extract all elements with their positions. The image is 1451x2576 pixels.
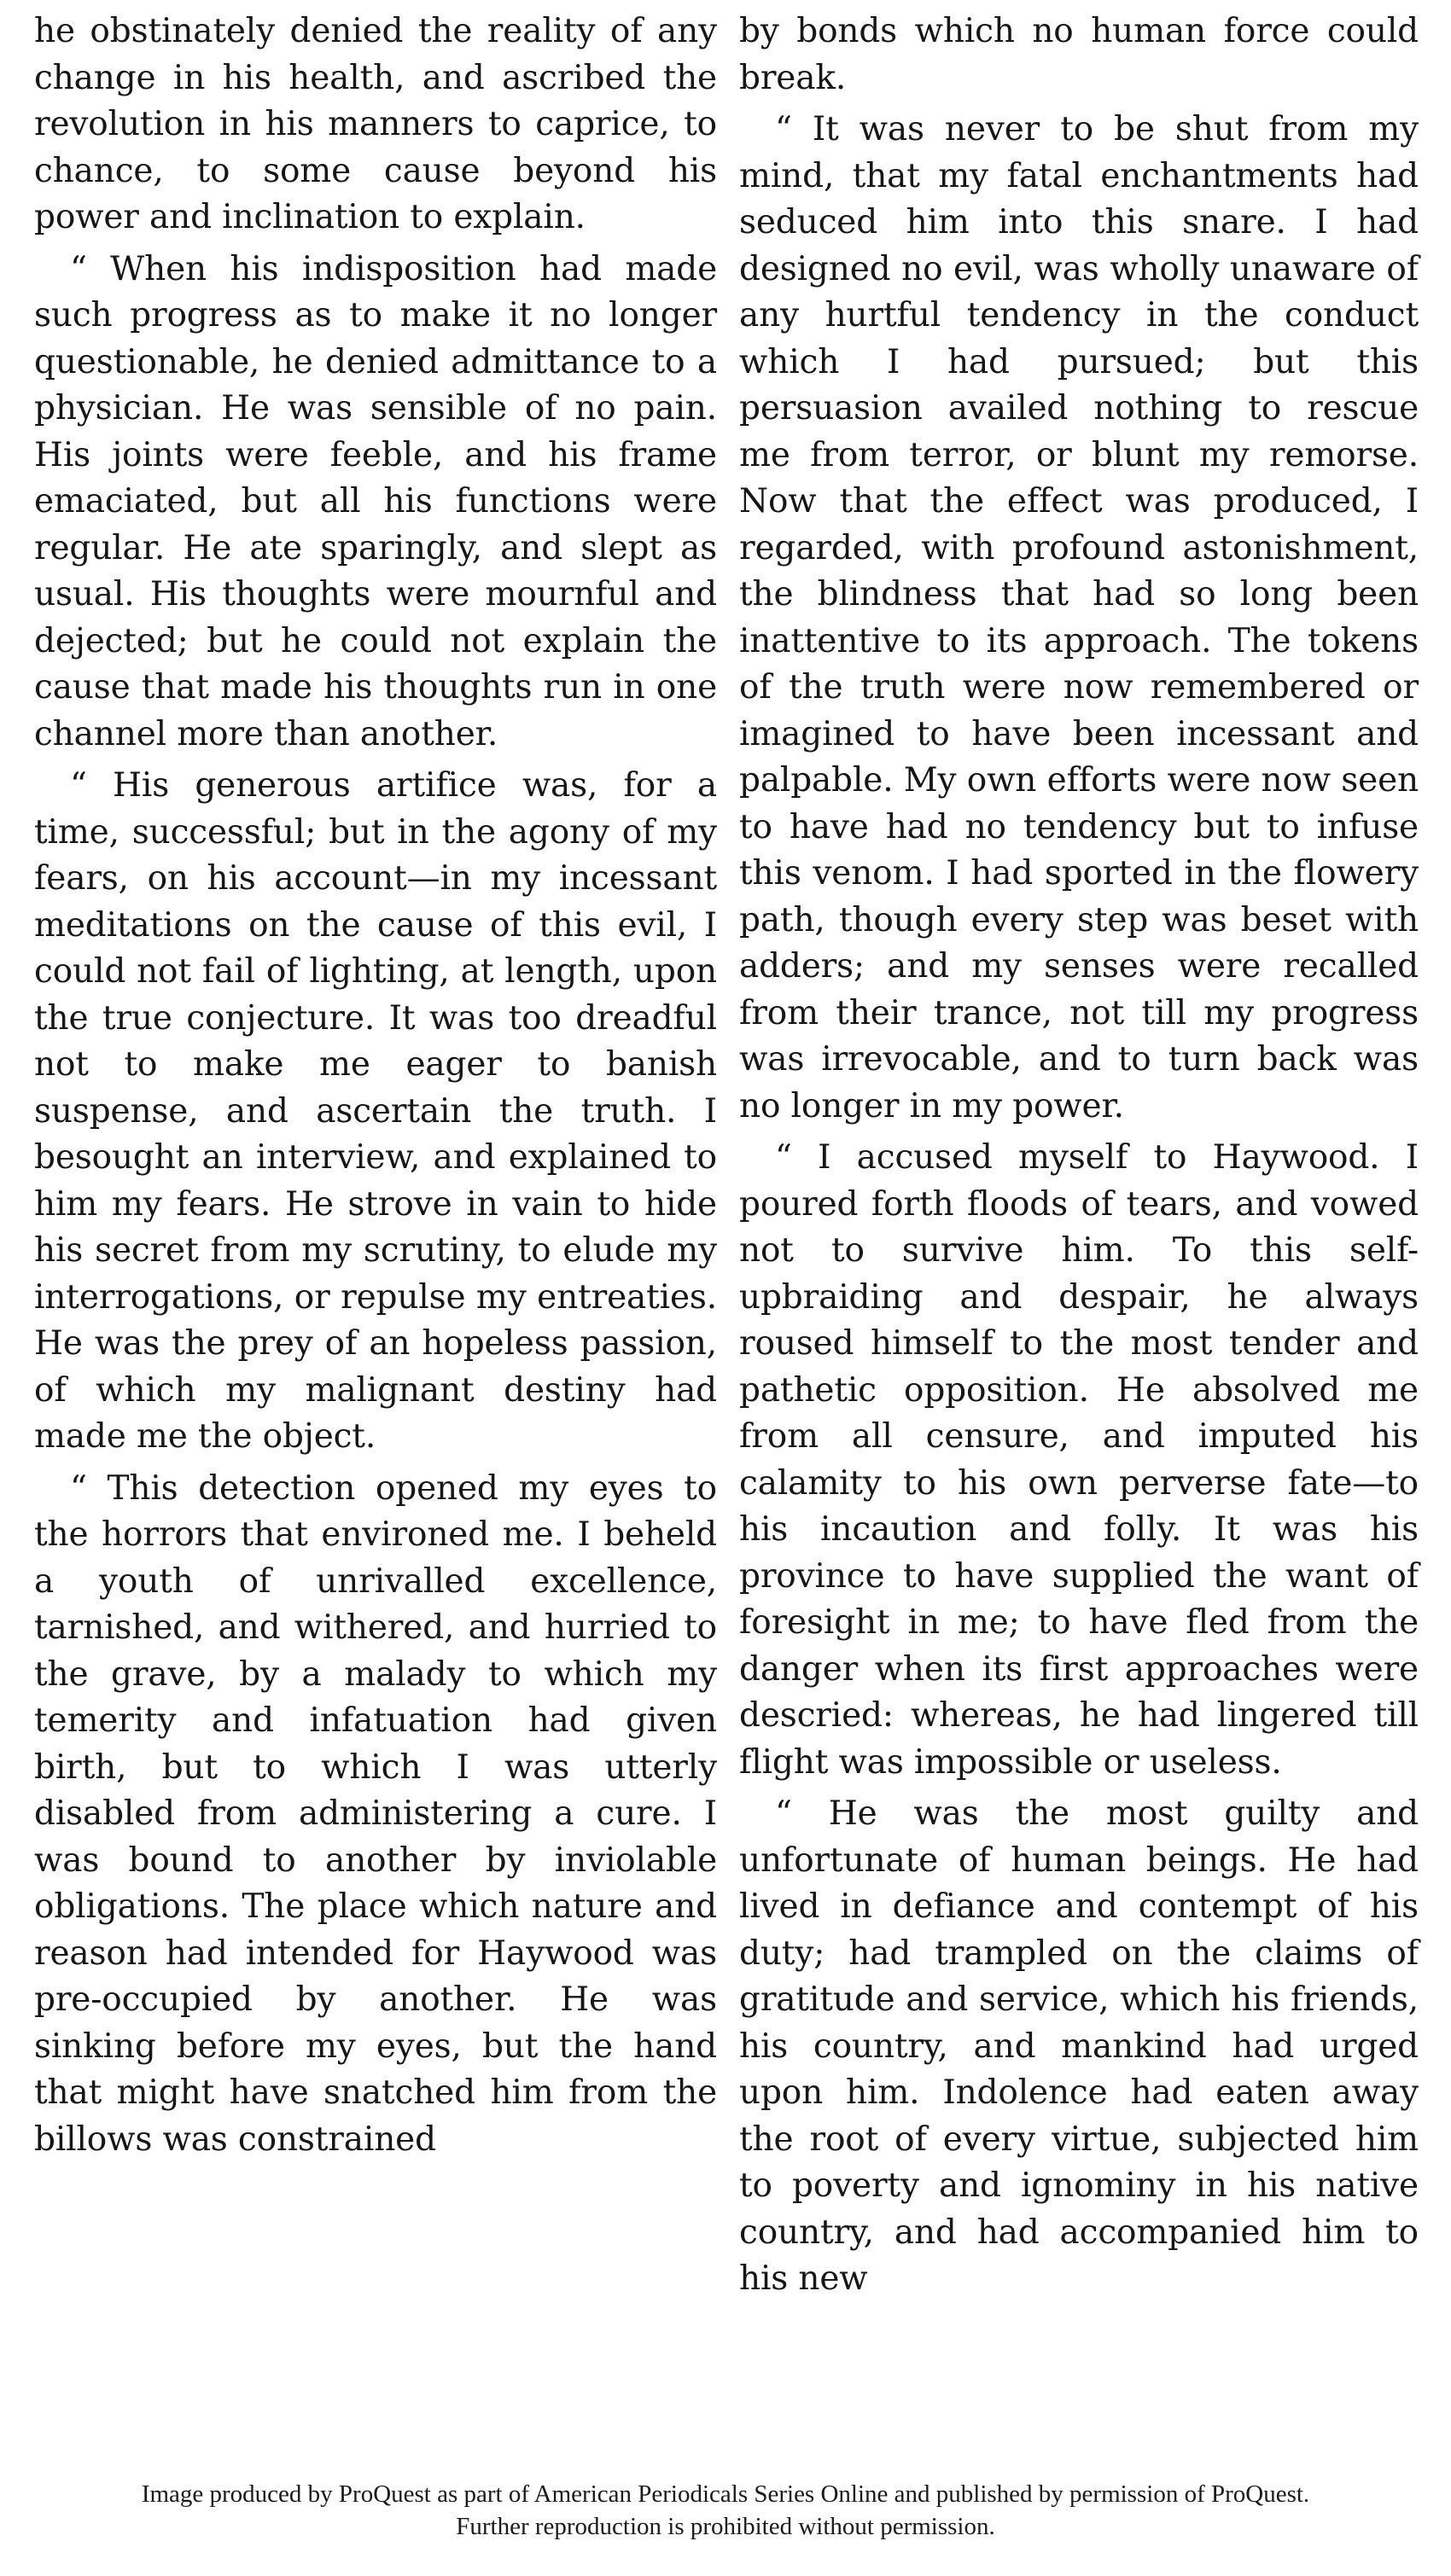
paragraph: “ I accused myself to Haywood. I poured forth floods of tears, and vowed not to survive him. To this self-upbraiding and despair, he always roused himself to the most tender and pathetic opposition. He absolved me from all censure, and imputed his calamity to his own perverse fate—to his incaution and folly. It was his province to have supplied the want of foresight in me; to have fled from the danger when its first approaches were descried: whereas, he had lingered till flight was impossible or useless. xyxy=(739,1138,1419,1782)
right-text-column xyxy=(739,9,1419,2308)
copyright-footer xyxy=(0,2478,1451,2543)
paragraph: he obstinately denied the reality of any change in his health, and ascribed the revolution in his manners to caprice, to chance, to some cause beyond his power and inclination to explain. xyxy=(34,12,717,236)
footer-line-2: Further reproduction is prohibited without permission. xyxy=(456,2513,995,2540)
footer-line-1: Image produced by ProQuest as part of American Periodicals Series Online and published by permission of ProQuest. xyxy=(141,2480,1310,2508)
paragraph: “ This detection opened my eyes to the horrors that environed me. I beheld a youth of unrivalled excellence, tarnished, and withered, and hurried to the grave, by a malady to which my temerity and infatuation had given birth, but to which I was utterly disabled from administering a cure. I was bound to another by inviolable obligations. The place which nature and reason had intended for Haywood was pre-occupied by another. He was sinking before my eyes, but the hand that might have snatched him from the billows was constrained xyxy=(34,1468,717,2159)
paragraph: “ It was never to be shut from my mind, that my fatal enchantments had seduced him into this snare. I had designed no evil, was wholly unaware of any hurtful tendency in the conduct which I had pursued; but this persuasion availed nothing to rescue me from terror, or blunt my remorse. Now that the effect was produced, I regarded, with profound astonishment, the blindness that had so long been inattentive to its approach. The tokens of the truth were now remembered or imagined to have been incessant and palpable. My own efforts were now seen to have had no tendency but to infuse this venom. I had sported in the flowery path, though every step was beset with adders; and my senses were recalled from their trance, not till my progress was irrevocable, and to turn back was no longer in my power. xyxy=(739,110,1419,1125)
paragraph: “ His generous artifice was, for a time, successful; but in the agony of my fears, on his account—in my incessant meditations on the cause of this evil, I could not fail of lighting, at length, upon the true conjecture. It was too dreadful not to make me eager to banish suspense, and ascertain the truth. I besought an interview, and explained to him my fears. He strove in vain to hide his secret from my scrutiny, to elude my interrogations, or repulse my entreaties. He was the prey of an hopeless passion, of which my malignant destiny had made me the object. xyxy=(34,766,717,1456)
left-text-column xyxy=(34,9,717,2168)
paragraph: “ When his indisposition had made such progress as to make it no longer questionable, he denied admittance to a physician. He was sensible of no pain. His joints were feeble, and his frame emaciated, but all his functions were regular. He ate sparingly, and slept as usual. His thoughts were mournful and dejected; but he could not explain the cause that made his thoughts run in one channel more than another. xyxy=(34,249,717,753)
paragraph: “ He was the most guilty and unfortunate of human beings. He had lived in defiance and contempt of his duty; had trampled on the claims of gratitude and service, which his friends, his country, and mankind had urged upon him. Indolence had eaten away the root of every virtue, subjected him to poverty and ignominy in his native country, and had accompanied him to his new xyxy=(739,1794,1419,2298)
paragraph: by bonds which no human force could break. xyxy=(739,12,1419,97)
